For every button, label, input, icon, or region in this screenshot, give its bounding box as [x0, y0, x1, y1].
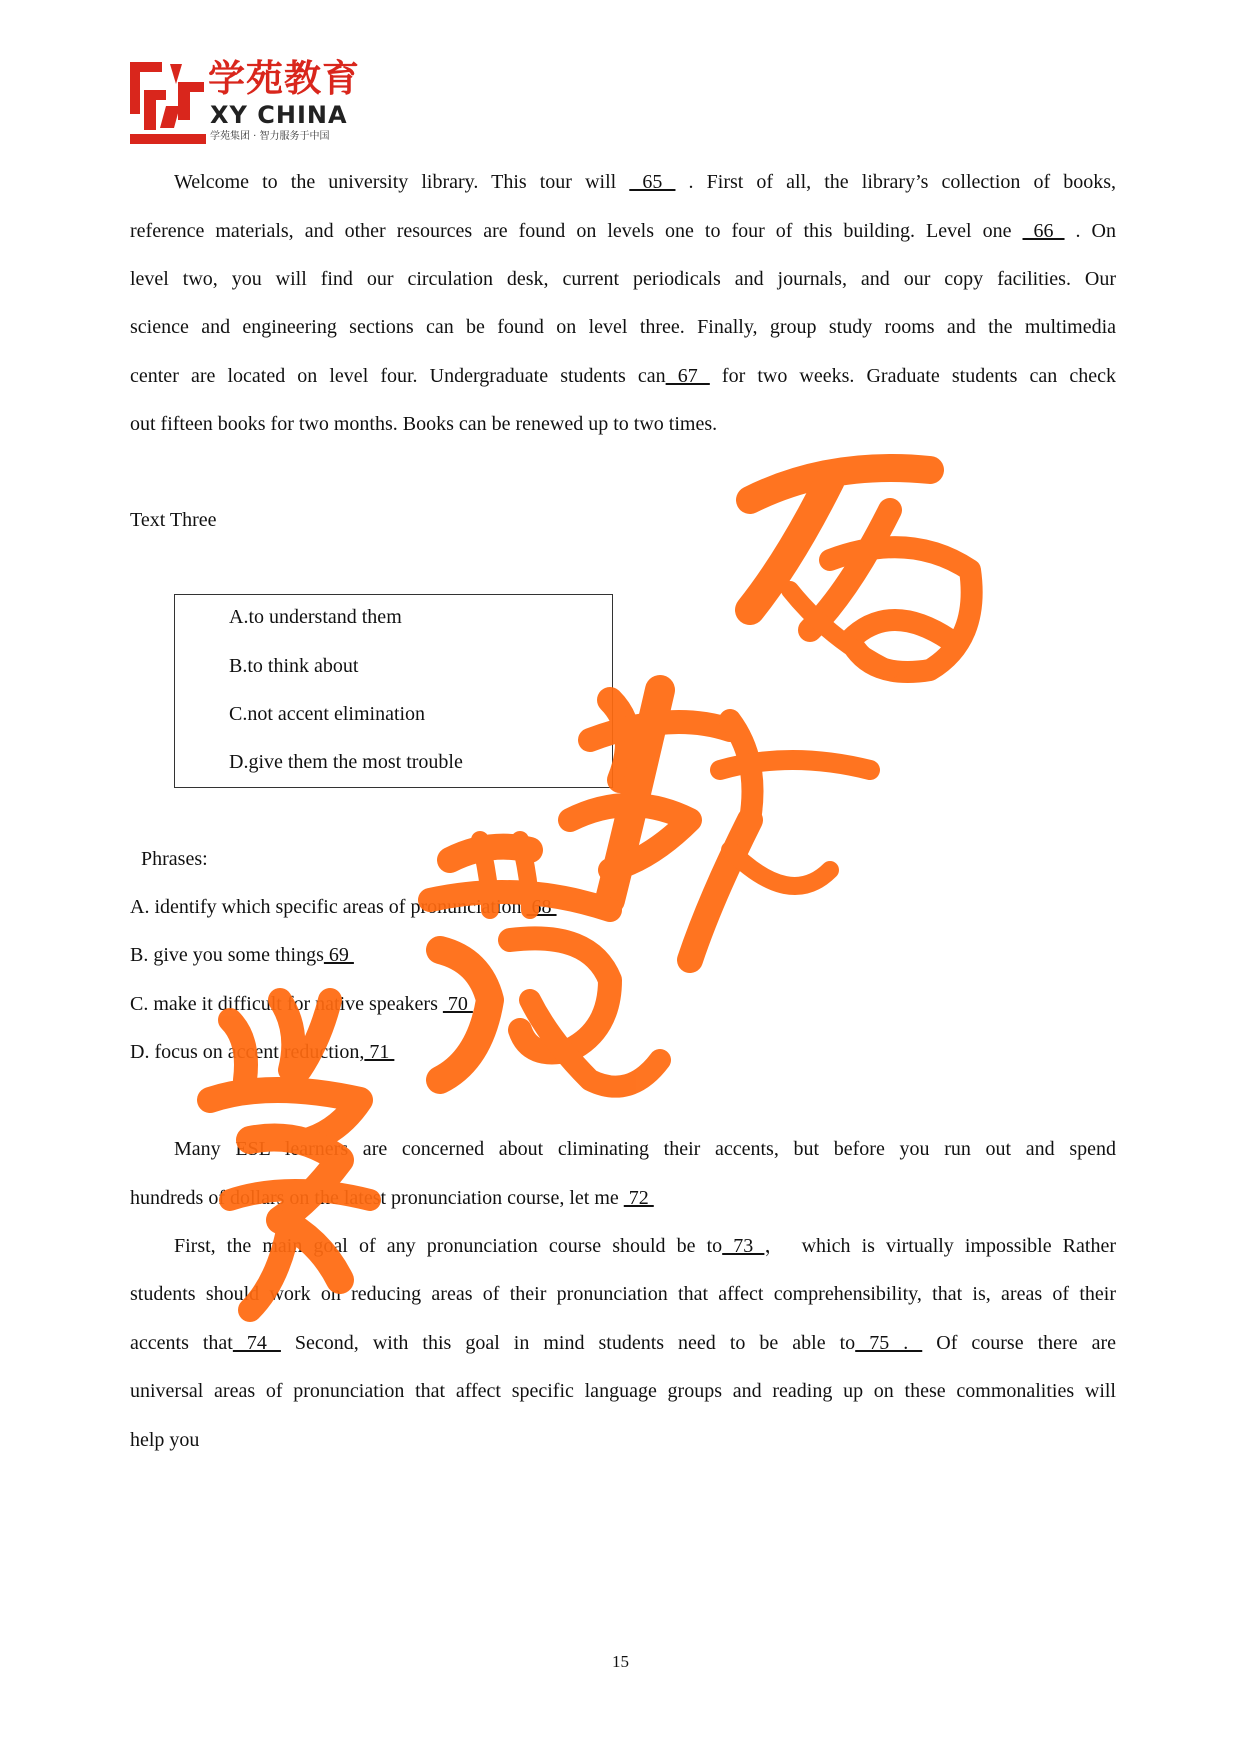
paragraph-line: Many ESL learners are concerned about climinating their accents, but before you run out and spend: [174, 1138, 1116, 1160]
option-item: C.not accent elimination: [229, 703, 426, 725]
paragraph-line: students should work on reducing areas of their pronunciation that affect comprehensibility, that is, areas of their: [130, 1283, 1116, 1305]
phrase-item: A. identify which specific areas of pronunciation 68: [130, 896, 557, 918]
page-number: 15: [612, 1652, 629, 1671]
paragraph-line: help you: [130, 1429, 200, 1451]
paragraph-line: hundreds of dollars on the latest pronunciation course, let me 72: [130, 1187, 654, 1209]
blank-68: 68: [526, 896, 557, 918]
paragraph-line: center are located on level four. Undergraduate students can 67 for two weeks. Graduate students can check: [130, 365, 1116, 387]
paragraph-line: reference materials, and other resources are found on levels one to four of this building. Level one 66 . On: [130, 220, 1117, 242]
logo-chinese-text: 学苑教育: [208, 57, 360, 100]
phrases-heading: Phrases:: [141, 848, 208, 870]
blank-75: 75 .: [855, 1332, 923, 1354]
logo-english-text: XY CHINA: [210, 101, 348, 129]
option-item: A.to understand them: [229, 606, 402, 628]
logo-tagline: 学苑集团 · 智力服务于中国: [210, 131, 330, 142]
blank-74: 74: [232, 1332, 281, 1354]
blank-72: 72: [623, 1187, 654, 1209]
phrase-item: B. give you some things 69: [130, 944, 354, 966]
blank-65: 65: [629, 171, 676, 193]
paragraph-line: Welcome to the university library. This tour will 65 . First of all, the library’s collection of books,: [174, 171, 1117, 193]
phrase-item: D. focus on accent reduction, 71: [130, 1041, 395, 1063]
blank-71: 71: [364, 1041, 395, 1063]
paragraph-line: out fifteen books for two months. Books can be renewed up to two times.: [130, 413, 718, 435]
blank-67: 67: [665, 365, 710, 387]
paragraph-line: accents that 74 Second, with this goal in mind students need to be able to 75 . Of course there are: [130, 1332, 1117, 1354]
blank-69: 69: [323, 944, 354, 966]
option-item: B.to think about: [229, 655, 359, 677]
section-title: Text Three: [130, 509, 217, 531]
logo-mark-icon: [130, 60, 206, 146]
paragraph-line: universal areas of pronunciation that affect specific language groups and reading up on these commonalities will: [130, 1380, 1116, 1402]
blank-70: 70: [442, 993, 473, 1015]
phrase-item: C. make it difficult for native speakers 70: [130, 993, 473, 1015]
blank-73: 73: [722, 1235, 765, 1257]
option-item: D.give them the most trouble: [229, 751, 463, 773]
blank-66: 66: [1022, 220, 1065, 242]
logo: [130, 57, 370, 146]
paragraph-line: level two, you will find our circulation desk, current periodicals and journals, and our copy facilities. Our: [130, 268, 1116, 290]
paragraph-line: First, the main goal of any pronunciation course should be to 73 ， which is virtually impossible Rather: [174, 1235, 1116, 1257]
paragraph-line: science and engineering sections can be found on level three. Finally, group study rooms and the multimedia: [130, 316, 1116, 338]
